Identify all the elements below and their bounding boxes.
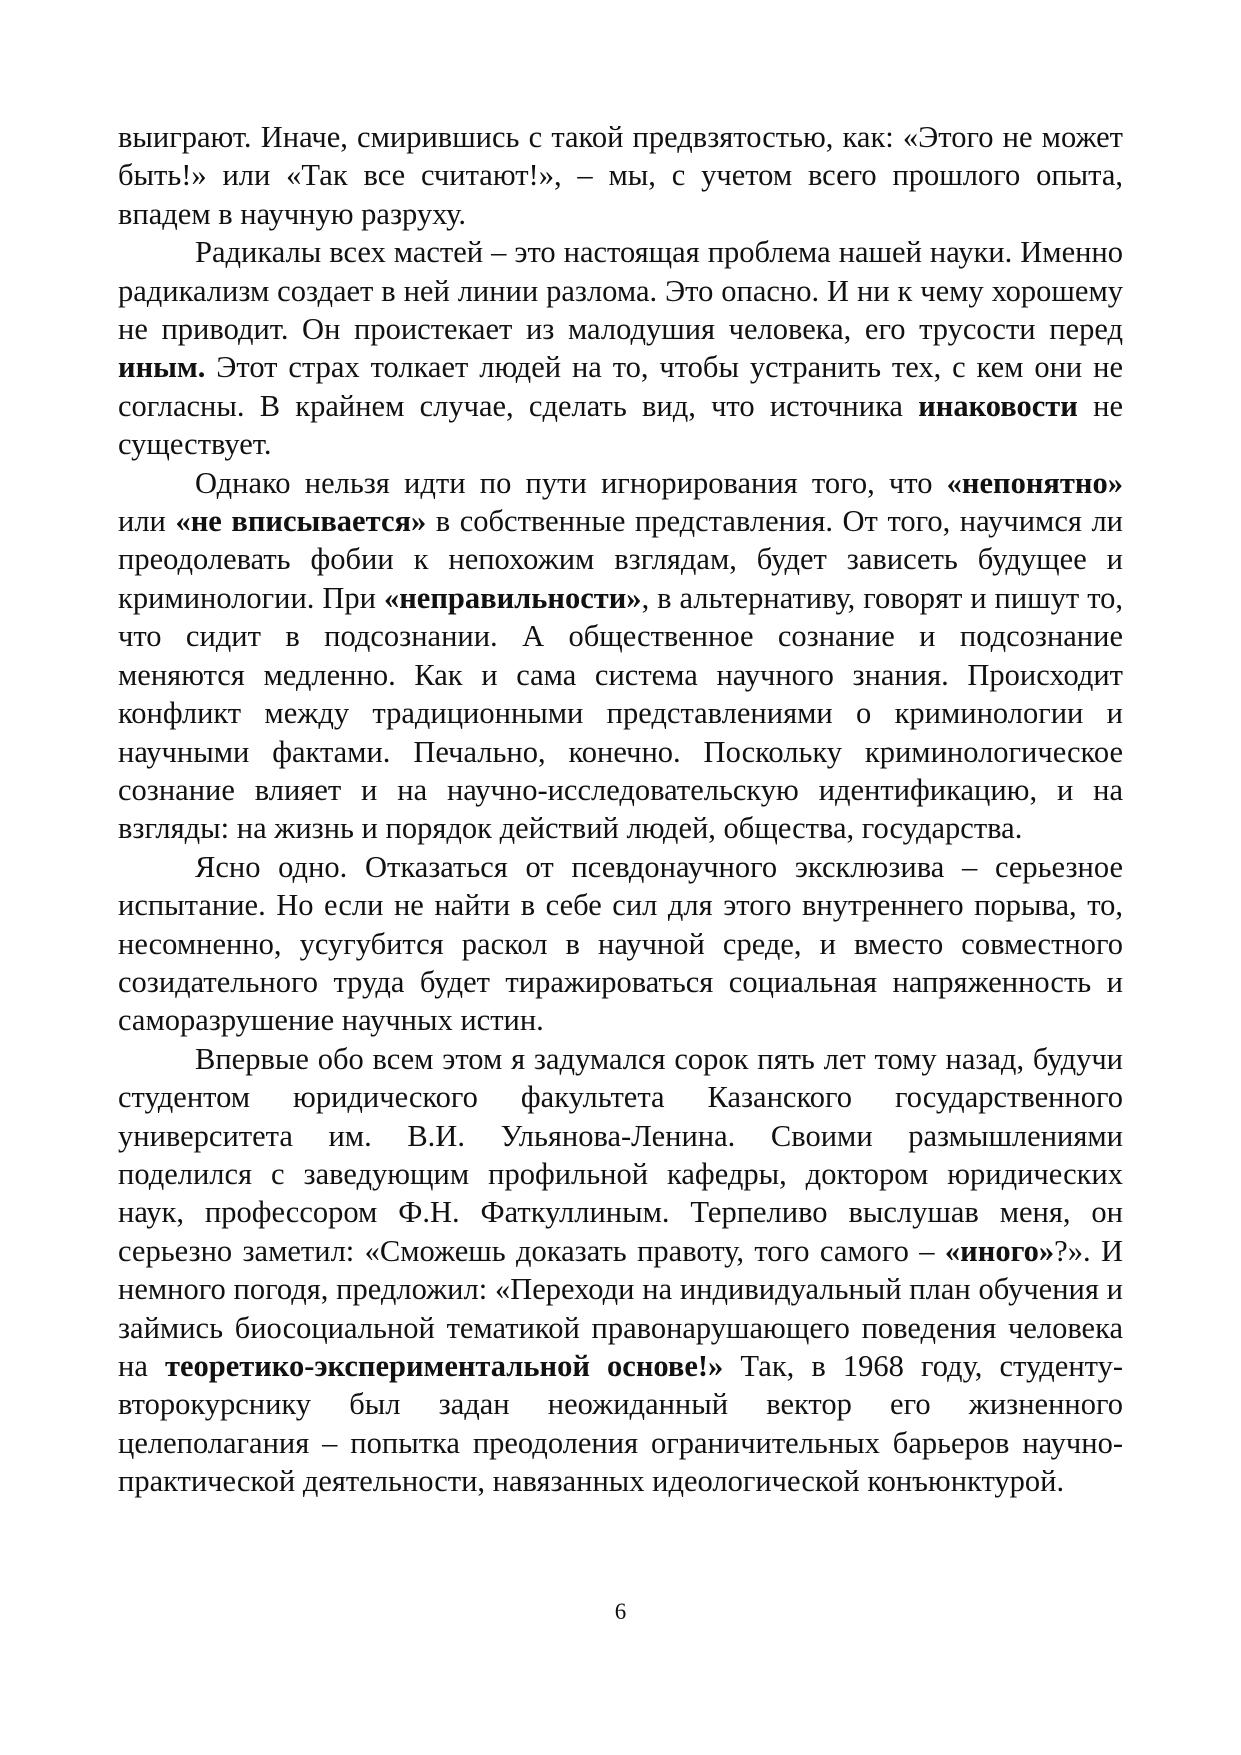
- text-run: не существует.: [118, 388, 1123, 462]
- text-run: выиграют. Иначе, смирившись с такой предвзятостью, как: «Этого не может быть!» или «Так все считают!», – мы, с учетом всего прошлого опыта, впадем в научную разруху.: [118, 120, 1123, 231]
- bold-term: инаковости: [918, 388, 1078, 423]
- text-run: Этот страх толкает людей на то, чтобы устранить тех, с кем они не согласны. В крайнем случае, сделать вид, что источника: [118, 350, 1123, 423]
- bold-term: «непонятно»: [946, 465, 1123, 500]
- paragraph: [118, 233, 1123, 463]
- paragraph: [118, 464, 1123, 848]
- text-run: или: [118, 504, 176, 539]
- paragraph: [118, 848, 1123, 1040]
- text-run: ?». И немного погодя, предложил: «Переходи на индивидуальный план обучения и займись биосоциальной тематикой правонарушающего поведения человека на: [118, 1233, 1123, 1383]
- bold-term: «не вписывается»: [175, 504, 427, 539]
- text-run: в собственные представления. От того, научимся ли преодолевать фобии к непохожим взглядам, будет зависеть будущее и криминологии. При: [118, 504, 1123, 615]
- bold-term: «неправильности»: [383, 580, 642, 615]
- bold-term: «иного»: [944, 1233, 1055, 1268]
- text-run: Впервые обо всем этом я задумался сорок пять лет тому назад, будучи студентом юридического факультета Казанского государственного университета им. В.И. Ульянова-Ленина. Своими размышлениями поделился с заведующим профильной кафедры, доктором юридических наук, профессором Ф.Н. Фаткуллиным. Терпеливо выслушав меня, он серьезно заметил: «Сможешь доказать правоту, того самого –: [118, 1041, 1123, 1268]
- text-run: Так, в 1968 году, студенту-второкурснику был задан неожиданный вектор его жизненного целеполагания – попытка преодоления ограничительных барьеров научно-практической деятельности, навязанных идеологической конъюнктурой.: [118, 1349, 1123, 1499]
- bold-term: иным.: [118, 350, 206, 385]
- paragraph: [118, 118, 1123, 233]
- paragraph: [118, 1040, 1123, 1501]
- bold-term: теоретико-экспериментальной основе!»: [164, 1349, 724, 1383]
- text-run: Ясно одно. Отказаться от псевдонаучного эксклюзива – серьезное испытание. Но если не найти в себе сил для этого внутреннего порыва, то, несомненно, усугубится раскол в научной среде, и вместо совместного созидательного труда будет тиражироваться социальная напряженность и саморазрушение научных истин.: [118, 849, 1123, 1038]
- text-run: , в альтернативу, говорят и пишут то, что сидит в подсознании. А общественное сознание и подсознание меняются медленно. Как и сама система научного знания. Происходит конфликт между традиционными представлениями о криминологии и научными фактами. Печально, конечно. Поскольку криминологическое сознание влияет и на научно-исследовательскую идентификацию, и на взгляды: на жизнь и порядок действий людей, общества, государства.: [118, 580, 1123, 846]
- text-run: Однако нельзя идти по пути игнорирования того, что: [195, 465, 947, 500]
- page-body: [118, 118, 1123, 1501]
- text-run: Радикалы всех мастей – это настоящая проблема нашей науки. Именно радикализм создает в ней линии разлома. Это опасно. И ни к чему хорошему не приводит. Он проистекает из малодушия человека, его трусости перед: [118, 235, 1123, 347]
- page-number: 6: [614, 1599, 627, 1624]
